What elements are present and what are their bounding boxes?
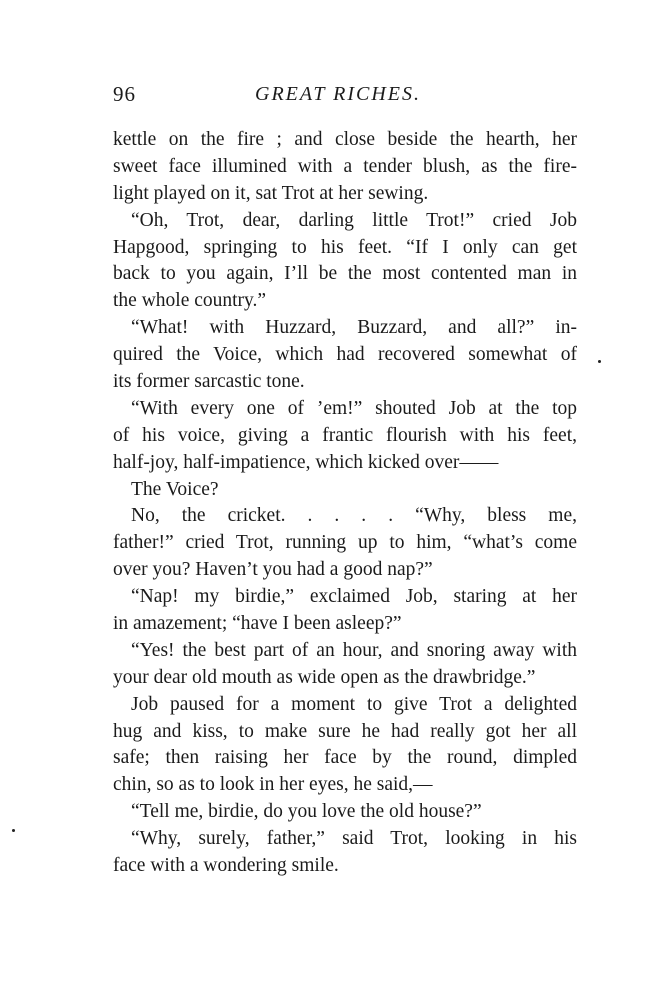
text-line: “Yes! the best part of an hour, and snoring away with bbox=[131, 639, 577, 661]
text-line: quired the Voice, which had recovered somewhat of bbox=[113, 344, 577, 366]
running-title: GREAT RICHES. bbox=[255, 83, 421, 105]
text-line: the whole country.” bbox=[113, 290, 267, 312]
text-line: “Tell me, birdie, do you love the old house?” bbox=[131, 801, 482, 823]
text-line: hug and kiss, to make sure he had really got her all bbox=[113, 720, 577, 742]
text-line: “Oh, Trot, dear, darling little Trot!” cried Job bbox=[131, 209, 577, 231]
text-line: “What! with Huzzard, Buzzard, and all?” in- bbox=[131, 317, 577, 339]
text-line: father!” cried Trot, running up to him, “what’s come bbox=[113, 532, 577, 554]
text-line: its former sarcastic tone. bbox=[113, 371, 305, 393]
text-line: chin, so as to look in her eyes, he said,— bbox=[113, 774, 433, 796]
text-line: Job paused for a moment to give Trot a delighted bbox=[131, 693, 577, 715]
text-line: “With every one of ’em!” shouted Job at the top bbox=[131, 397, 577, 419]
text-line: kettle on the fire ; and close beside the hearth, her bbox=[113, 129, 577, 150]
text-line: sweet face illumined with a tender blush, as the fire- bbox=[113, 155, 577, 177]
text-line: “Nap! my birdie,” exclaimed Job, staring at her bbox=[131, 586, 577, 608]
text-line: “Why, surely, father,” said Trot, looking in his bbox=[131, 828, 577, 850]
text-line: face with a wondering smile. bbox=[113, 855, 339, 877]
text-line: Hapgood, springing to his feet. “If I only can get bbox=[113, 236, 577, 258]
text-line: light played on it, sat Trot at her sewing. bbox=[113, 182, 429, 204]
text-line: over you? Haven’t you had a good nap?” bbox=[113, 559, 433, 581]
text-line: in amazement; “have I been asleep?” bbox=[113, 613, 402, 635]
text-line: half-joy, half-impatience, which kicked over—— bbox=[113, 451, 499, 473]
text-line: back to you again, I’ll be the most contented man in bbox=[113, 263, 577, 285]
page-number: 96 bbox=[113, 82, 136, 106]
stray-ink-mark bbox=[12, 829, 15, 832]
text-line: No, the cricket. . . . . “Why, bless me, bbox=[131, 505, 577, 527]
text-line: your dear old mouth as wide open as the drawbridge.” bbox=[113, 666, 536, 688]
stray-ink-mark bbox=[598, 360, 601, 363]
text-line: The Voice? bbox=[131, 478, 219, 500]
text-line: of his voice, giving a frantic flourish with his feet, bbox=[113, 424, 577, 446]
text-line: safe; then raising her face by the round, dimpled bbox=[113, 747, 577, 769]
running-head bbox=[113, 82, 577, 116]
body-text bbox=[113, 127, 577, 880]
